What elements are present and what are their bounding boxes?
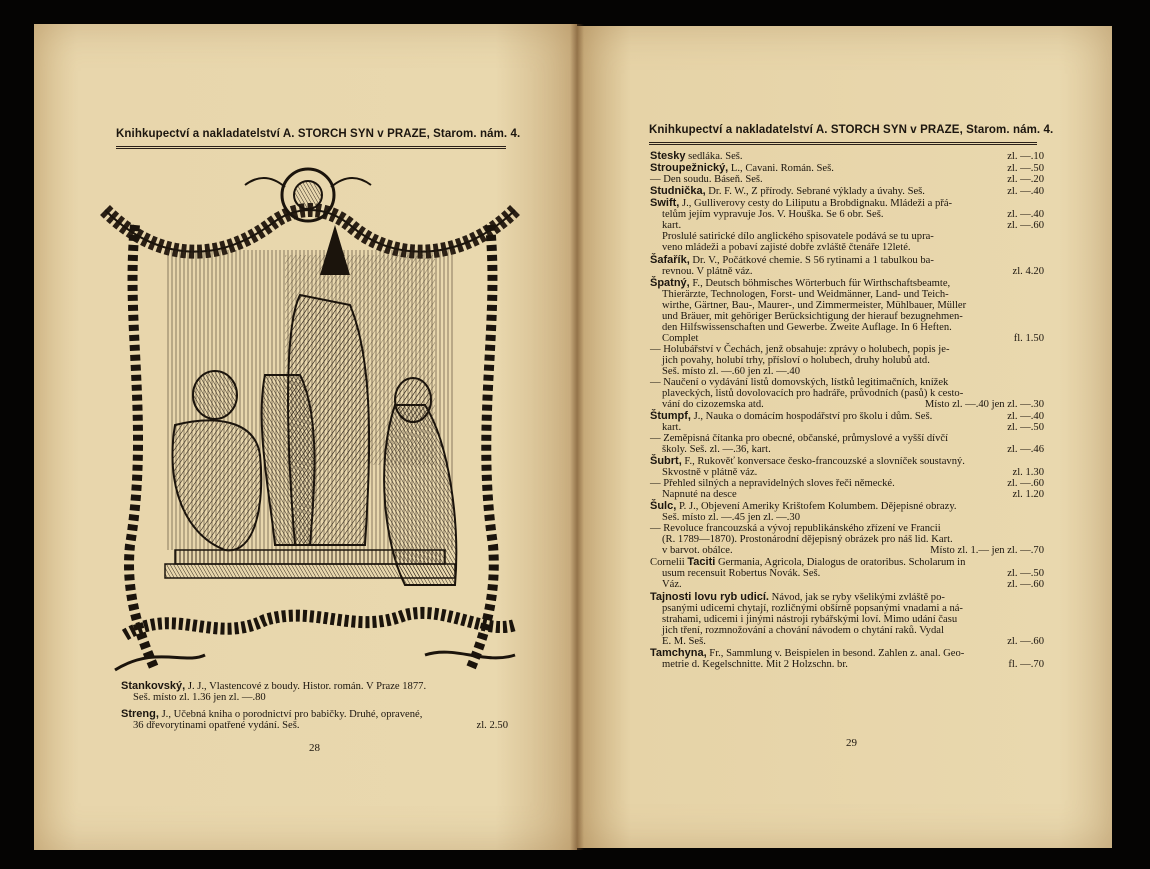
entry-text: (R. 1789—1870). Prostonárodní dějepisný obrázek pro náš lid. Kart. xyxy=(662,534,953,545)
entry-line xyxy=(650,478,1044,489)
catalog-entry xyxy=(650,151,1044,162)
entry-text: strahami, udicemi i jinými nástroji rybářskými loví. Mimo udání času xyxy=(662,614,958,625)
entry-author: Štumpf, xyxy=(650,410,691,422)
entry-text: Thierärzte, Technologen, Forst- und Weidmänner, Land- und Teich- xyxy=(662,289,949,300)
header-rule xyxy=(116,146,506,149)
entry-text: jich tření, rozmnožování a chování návodem o chytání raků. Vydal xyxy=(662,625,944,636)
entry-price: zl. —.60 xyxy=(1007,636,1044,647)
entry-text: J., Učebná kniha o porodnictví pro babičky. Druhé, opravené, xyxy=(161,709,423,720)
entry-text: veno mládeži a pobaví zajisté dobře zvláště čtenáře 12leté. xyxy=(662,242,911,253)
entry-author: Šafařík, xyxy=(650,254,690,266)
catalog-entries xyxy=(650,150,1044,670)
entry-price: zl. 1.20 xyxy=(1012,489,1044,500)
entry-text: Návod, jak se ryby všelikými zvláště po- xyxy=(768,592,945,603)
entry-author: Streng, xyxy=(121,708,159,720)
entry-text: revnou. V plátně váz. xyxy=(662,266,753,277)
entry-text: Seš. místo zl. 1.36 jen zl. —.80 xyxy=(133,692,266,703)
catalog-entry xyxy=(650,163,1044,185)
entry-price: zl. —.60 xyxy=(1007,579,1044,590)
entry-line xyxy=(650,266,1044,277)
entry-line xyxy=(650,411,1044,422)
entry-line xyxy=(650,377,1044,388)
entry-line xyxy=(650,151,1044,162)
entry-line xyxy=(650,501,1044,512)
catalog-entry xyxy=(650,648,1044,670)
entry-author: Taciti xyxy=(687,556,716,568)
entry-line xyxy=(650,467,1044,478)
catalog-entry xyxy=(650,255,1044,277)
entry-text: E. M. Seš. xyxy=(662,636,706,647)
entry-price: zl. 1.30 xyxy=(1012,467,1044,478)
entry-text: F., Rukověť konversace česko-francouzské a slovníček soustavný. xyxy=(681,456,965,467)
entry-price: zl. —.50 xyxy=(1007,163,1044,174)
catalog-entry xyxy=(650,456,1044,500)
entry-line xyxy=(650,603,1044,614)
entry-text: metrie d. Kegelschnitte. Mit 2 Holzschn. br. xyxy=(662,659,848,670)
entry-text: sedláka. Seš. xyxy=(685,151,743,162)
entry-text: L., Cavani. Román. Seš. xyxy=(728,163,834,174)
entry-text: — Přehled silných a nepravidelných sloves řeči německé. xyxy=(650,478,895,489)
entry-price: zl. 2.50 xyxy=(476,720,508,731)
entry-price: fl. —.70 xyxy=(1008,659,1044,670)
entry-line xyxy=(650,422,1044,433)
entry-line xyxy=(650,322,1044,333)
entry-text: Cornelii xyxy=(650,557,688,568)
entry-text: 36 dřevorytinami opatřené vydání. Seš. xyxy=(133,720,300,731)
entry-text: — Holubářství v Čechách, jenž obsahuje: zprávy o holubech, popis je- xyxy=(650,344,950,355)
header-rule xyxy=(649,142,1037,145)
entry-text: — Revoluce francouzská a vývoj republikánského zřízení ve Francii xyxy=(650,523,941,534)
entry-line xyxy=(650,366,1044,377)
page-header: Knihkupectví a nakladatelství A. STORCH SYN v PRAZE, Starom. nám. 4. xyxy=(116,128,521,140)
entry-text: den Hilfswissenschaften und Gewerbe. Zweite Auflage. In 6 Heften. xyxy=(662,322,952,333)
entry-price: zl. —.10 xyxy=(1007,151,1044,162)
entry-price: Místo zl. —.40 jen zl. —.30 xyxy=(924,399,1044,410)
entry-line xyxy=(650,636,1044,647)
entry-price: zl. —.60 xyxy=(1007,478,1044,489)
catalog-entry xyxy=(650,186,1044,197)
entry-price: zl. —.40 xyxy=(1007,209,1044,220)
entry-line xyxy=(650,278,1044,289)
entry-line xyxy=(650,545,1044,556)
entry-line xyxy=(650,512,1044,523)
entry-price: zl. —.40 xyxy=(1007,186,1044,197)
entry-author: Stesky xyxy=(650,150,686,162)
entry-line xyxy=(650,220,1044,231)
entry-text: Complet xyxy=(662,333,699,344)
entry-text: Váz. xyxy=(662,579,682,590)
entry-line xyxy=(650,355,1044,366)
entry-line xyxy=(650,311,1044,322)
entry-line xyxy=(650,209,1044,220)
entry-author: Swift, xyxy=(650,197,680,209)
entry-price: zl. —.50 xyxy=(1007,568,1044,579)
entry-line xyxy=(650,444,1044,455)
catalog-entry xyxy=(650,557,1044,590)
entry-text: v barvot. obálce. xyxy=(662,545,733,556)
entry-streng xyxy=(121,709,508,731)
entry-text: — Den soudu. Báseň. Seš. xyxy=(650,174,763,185)
entry-price: zl. —.46 xyxy=(1007,444,1044,455)
entry-line xyxy=(650,648,1044,659)
entry-line xyxy=(650,231,1044,242)
entry-line xyxy=(650,186,1044,197)
entry-text: Dr. V., Počátkové chemie. S 56 rytinami a 1 tabulkou ba- xyxy=(689,255,934,266)
entry-text: Skvostně v plátně váz. xyxy=(662,467,758,478)
entry-text: Proslulé satirické dílo anglického spisovatele podává se tu upra- xyxy=(662,231,934,242)
entry-line xyxy=(650,534,1044,545)
entry-line xyxy=(650,198,1044,209)
entry-text: J., Gulliverovy cesty do Liliputu a Brobdignaku. Mládeži a přá- xyxy=(679,198,953,209)
entry-text: plaveckých, listů dovolovacích pro hadráře, průvodních (pasů) k cesto- xyxy=(662,388,964,399)
entry-line xyxy=(650,568,1044,579)
entry-line xyxy=(650,174,1044,185)
entry-line xyxy=(650,255,1044,266)
entry-text: školy. Seš. zl. —.36, kart. xyxy=(662,444,771,455)
entry-line xyxy=(650,300,1044,311)
entry-author: Šulc, xyxy=(650,500,677,512)
entry-text: jich povahy, holubí trhy, přísloví o holubech, druhy holubů atd. xyxy=(662,355,930,366)
entry-line xyxy=(650,388,1044,399)
entry-price: zl. —.50 xyxy=(1007,422,1044,433)
entry-line xyxy=(650,557,1044,568)
entry-line xyxy=(650,456,1044,467)
entry-author: Stroupežnický, xyxy=(650,162,729,174)
entry-price: Místo zl. 1.— jen zl. —.70 xyxy=(930,545,1044,556)
catalog-entry xyxy=(650,278,1044,410)
entry-text: Seš. místo zl. —.60 jen zl. —.40 xyxy=(662,366,801,377)
entry-author: Špatný, xyxy=(650,277,690,289)
entry-text: kart. xyxy=(662,422,682,433)
entry-line xyxy=(650,333,1044,344)
entry-author: Tamchyna, xyxy=(650,647,707,659)
entry-text: wirthe, Gärtner, Bau-, Maurer-, und Zimmermeister, Mühlbauer, Müller xyxy=(662,300,967,311)
entry-text: psanými udicemi chytají, rozličnými obšírně popsanými vnadami a ná- xyxy=(662,603,963,614)
catalog-entry xyxy=(650,411,1044,455)
entry-text: J. J., Vlastencové z boudy. Histor. román. V Praze 1877. xyxy=(187,681,427,692)
entry-price: zl. —.60 xyxy=(1007,220,1044,231)
entry-line xyxy=(650,163,1044,174)
page-number: 28 xyxy=(309,742,320,754)
entry-author: Šubrt, xyxy=(650,455,682,467)
entry-line xyxy=(650,579,1044,590)
entry-text: — Naučení o vydávání listů domovských, lístků legitimačních, knížek xyxy=(650,377,949,388)
catalog-entry xyxy=(650,501,1044,556)
entry-text: Dr. F. W., Z přírody. Sebrané výklady a úvahy. Seš. xyxy=(705,186,925,197)
entry-line xyxy=(650,614,1044,625)
entry-text: Germania, Agricola, Dialogus de oratoribus. Scholarum in xyxy=(715,557,966,568)
entry-line xyxy=(650,659,1044,670)
entry-line xyxy=(650,625,1044,636)
entry-text: Seš. místo zl. —.45 jen zl. —.30 xyxy=(662,512,801,523)
entry-text: kart. xyxy=(662,220,682,231)
entry-text: J., Nauka o domácím hospodářství pro školu i dům. Seš. xyxy=(690,411,933,422)
entry-line xyxy=(650,399,1044,410)
page-header: Knihkupectví a nakladatelství A. STORCH SYN v PRAZE, Starom. nám. 4. xyxy=(649,124,1054,136)
catalog-entry xyxy=(650,592,1044,647)
entry-line xyxy=(650,433,1044,444)
entry-author: Tajnosti lovu ryb udicí. xyxy=(650,591,769,603)
entry-text: usum recensuit Robertus Novák. Seš. xyxy=(662,568,821,579)
entry-author: Studnička, xyxy=(650,185,706,197)
entry-line xyxy=(650,489,1044,500)
entry-line xyxy=(650,523,1044,534)
entry-price: zl. —.40 xyxy=(1007,411,1044,422)
entry-text: Fr., Sammlung v. Beispielen in besond. Zahlen z. anal. Geo- xyxy=(706,648,965,659)
entry-line xyxy=(650,289,1044,300)
page-number: 29 xyxy=(846,737,857,749)
entry-line xyxy=(650,242,1044,253)
entry-stankovsky xyxy=(121,681,508,703)
entry-text: F., Deutsch böhmisches Wörterbuch für Wirthschaftsbeamte, xyxy=(689,278,951,289)
entry-price: zl. —.20 xyxy=(1007,174,1044,185)
entry-text: vání do cizozemska atd. xyxy=(662,399,764,410)
catalog-entry xyxy=(650,198,1044,253)
engraving-illustration xyxy=(95,165,522,673)
book-spine xyxy=(570,24,584,850)
entry-text: telům jejím vypravuje Jos. V. Houška. Se 6 obr. Seš. xyxy=(662,209,884,220)
entry-price: fl. 1.50 xyxy=(1013,333,1044,344)
entry-text: und Bräuer, mit gehöriger Berücksichtigung der hierauf bezugnehmen- xyxy=(662,311,963,322)
entry-line xyxy=(650,344,1044,355)
entry-text: — Zeměpisná čítanka pro obecné, občanské, průmyslové a vyšší dívčí xyxy=(650,433,949,444)
entry-price: zl. 4.20 xyxy=(1012,266,1044,277)
entry-line xyxy=(650,592,1044,603)
entry-text: P. J., Objevení Ameriky Krištofem Kolumbem. Dějepisné obrazy. xyxy=(676,501,957,512)
entry-author: Stankovský, xyxy=(121,680,186,692)
entry-text: Napnuté na desce xyxy=(662,489,737,500)
